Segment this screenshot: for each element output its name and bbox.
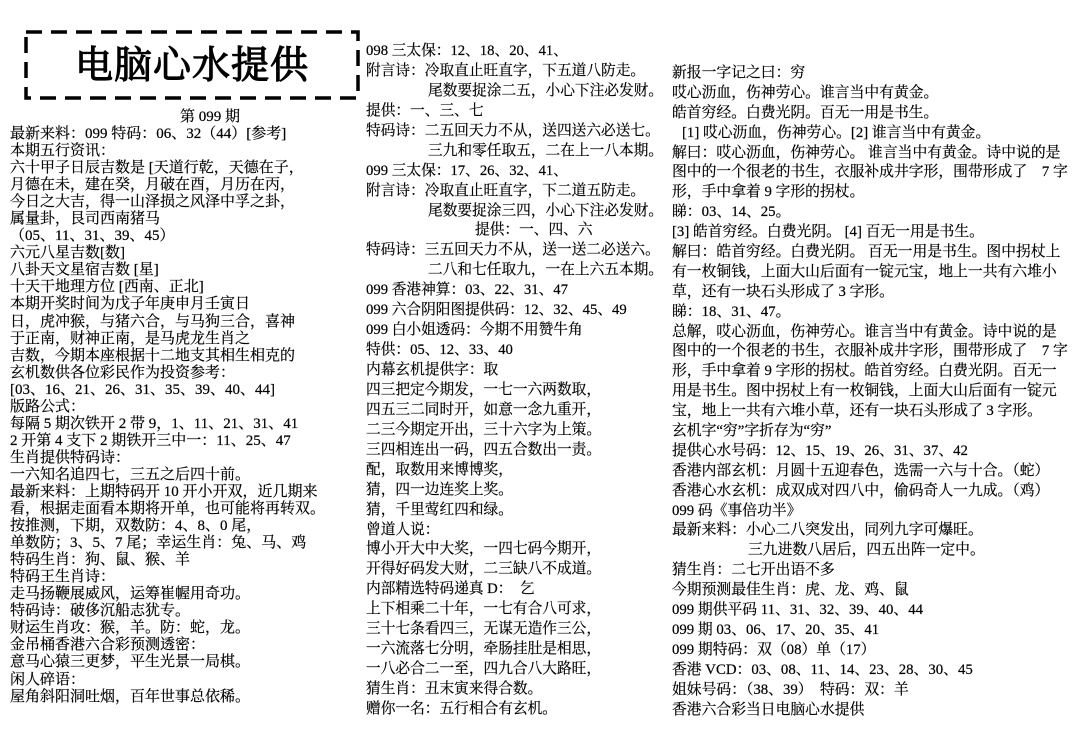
riddle-numbers: 睇：03、14、25。 xyxy=(672,204,791,221)
zodiac-poem-heading: 生肖提供特码诗： xyxy=(10,449,131,466)
yin-yang-chart-numbers: 099 六合阴阳图提供码：12、32、45、49 xyxy=(366,302,627,319)
idle-talk-heading: 闲人碎语： xyxy=(10,671,86,688)
golden-bucket-heading: 金吊桶香港六合彩预测透密： xyxy=(10,637,206,654)
internal-selection-line: 一六流落七分明，牵肠挂肚是相思， xyxy=(366,641,602,658)
three-guardians-099: 099 三太保：17、26、32、41、 xyxy=(366,162,568,179)
riddle-part-line: [1] 哎心沥血，伤神劳心。[2] 谁言当中有黄金。 xyxy=(682,124,991,141)
insider-hint-heading: 内幕玄机提供字：取 xyxy=(366,362,499,378)
insider-hint-line: 四五三二同时开，如意一念九重开， xyxy=(366,401,602,418)
draw-time-text: 于正南，财神正南，是马虎龙生肖之 xyxy=(10,330,251,347)
riddle-explanation: 形，手中拿着 9 字形的拐杖。 xyxy=(672,184,865,201)
guess-zodiac-line: 猜生肖：丑末寅来得合数。 xyxy=(366,681,543,697)
draw-time-text: 本期开奖时间为戊子年庚申月壬寅日 xyxy=(10,296,251,313)
draw-time-text: 日，虎冲猴，与猪六合，与马狗三合，喜神 xyxy=(10,313,296,330)
appended-poem-line: 尾数要捉涂三四，小心下注必发财。 xyxy=(428,202,664,219)
appended-poem-line: 尾数要捉涂二五，小心下注必发财。 xyxy=(428,82,664,99)
special-code-poem: 特码诗：二五回天力不从，送四送六必送七。 xyxy=(366,122,660,139)
hk-tip-hint: 香港心水玄机：成双成对四八中，偷码奇人一九成。（鸡） xyxy=(672,482,1050,499)
overall-explanation: 形，手中拿着 9 字形的拐杖。皓首穷经。白费光阴。百无一 xyxy=(672,363,1057,380)
three-guardians-098: 098 三太保：12、18、20、41、 xyxy=(366,43,568,59)
tip-numbers: 提供心水号码：12、15、19、26、31、37、42 xyxy=(672,442,968,459)
draw-time-text: 玄机数供各位彩民作为投资参考： xyxy=(10,364,236,381)
footer-credit: 香港六合彩当日电脑心水提供 xyxy=(672,701,865,718)
special-code-poem: 特码诗：破侈沉船志犹专。 xyxy=(10,603,191,620)
golden-bucket-poem: 意马心猿三更梦，平生光景一局棋。 xyxy=(10,654,251,671)
internal-selection-heading: 内部精选特码递真 D： 乞 xyxy=(366,581,535,598)
heavenly-stems-direction: 十天干地理方位 [西南、正北] xyxy=(10,279,204,296)
hk-vcd-numbers: 香港 VCD：03、08、11、14、23、28、30、45 xyxy=(672,661,973,678)
left-column xyxy=(10,126,360,706)
overall-explanation: 总解，哎心沥血，伤神劳心。谁言当中有黄金。诗中说的是 xyxy=(672,323,1057,340)
code-title-line: 099 码《事倍功半》 xyxy=(672,502,802,519)
gift-phrase-line: 赠你一名：五行相合有玄机。 xyxy=(366,700,557,717)
insider-hint-line: 配，取数用来博博奖， xyxy=(366,461,513,478)
overall-explanation: 宝，地上一共有六堆小草，还有一块石头形成了 3 字形。 xyxy=(672,403,1042,420)
special-code-poem: 三九和零任取五，二在上一八本期。 xyxy=(428,142,664,159)
five-elements-text: 属量卦，艮司西南猪马 xyxy=(10,211,161,228)
internal-selection-line: 一八必合二一至，四九合八大路旺， xyxy=(366,661,602,678)
riddle-numbers: 睇：18、31、47。 xyxy=(672,303,791,320)
provided-numbers: 提供：一、四、六 xyxy=(475,222,593,239)
insider-hint-line: 三四相连出一码，四五合数出一责。 xyxy=(366,441,602,458)
hk-inside-hint: 香港内部玄机：月圆十五迎春色，选需一六与十合。（蛇） xyxy=(672,462,1050,479)
internal-selection-line: 上下相乘二十年，一七有合八可求， xyxy=(366,601,602,618)
fortune-zodiac-line: 财运生肖攻：猴，羊。防：蛇，龙。 xyxy=(10,620,251,637)
hk-oracle-numbers: 099 香港神算：03、22、31、47 xyxy=(366,282,568,299)
five-elements-heading: 本期五行资讯： xyxy=(10,143,116,160)
overall-explanation: 用是书生。图中拐杖上有一枚铜钱，上面大山后面有一锭元 xyxy=(672,383,1057,400)
appended-poem-line: 附言诗：冷取直止旺直字，下五道八防走。 xyxy=(366,62,646,79)
special-code-poem: 二八和七任取九，一在上六五本期。 xyxy=(428,262,664,279)
internal-selection-line: 三十七条看四三，无谋无造作三公， xyxy=(366,621,602,638)
insider-hint-line: 猜，千里莺红四和绿。 xyxy=(366,501,513,518)
five-elements-numbers: （05、11、31、39、45） xyxy=(10,228,175,245)
page-title: 电脑心水提供 xyxy=(74,43,309,87)
master-zeng-line: 博小开大中大奖，一四七码今期开， xyxy=(366,541,602,558)
middle-column xyxy=(366,42,668,720)
overall-explanation: 图中的一个很老的书生，衣服补成井字形，围带形成了 7 字 xyxy=(672,343,1068,360)
pattern-formula-line: 2 开第 4 支下 2 期铁开三中一：11、25、47 xyxy=(10,432,291,449)
draw-time-text: 吉数，今期本座根据十二地支其相生相克的 xyxy=(10,347,296,364)
latest-info-text: 最新来料：上期特码开 10 开小开双，近几期来 xyxy=(10,483,318,500)
issue-number: 第 099 期 xyxy=(179,109,240,125)
appended-poem-line: 附言诗：冷取直止旺直字，下二道五防走。 xyxy=(366,182,646,199)
insider-hint-line: 猜，四一边连奖上奖。 xyxy=(366,481,513,498)
master-zeng-line: 开得好码发大财，二三缺八不成道。 xyxy=(366,561,602,578)
pattern-formula-heading: 版路公式： xyxy=(10,398,86,415)
latest-info-line: 最新来料：小心二八突发出，同列九字可爆旺。 xyxy=(672,522,983,539)
one-word-heading: 新报一字记之曰：穷 xyxy=(672,65,806,81)
five-elements-text: 今日之大吉，得一山泽损之风泽中孚之卦， xyxy=(10,194,296,211)
riddle-poem-line: 皓首穷经。白费光阴。百无一用是书生。 xyxy=(672,104,939,121)
riddle-explanation: 图中的一个很老的书生，衣服补成井字形，围带形成了 7 字 xyxy=(672,164,1068,181)
issue-numbers: 099 期 03、06、17、20、35、41 xyxy=(672,621,880,638)
special-king-poem-heading: 特码王生肖诗： xyxy=(10,569,116,586)
zodiac-poem-line: 一六知名追四七，三五之后四十前。 xyxy=(10,466,251,483)
idle-talk-poem: 屋角斜阳洞吐烟，百年世事总依稀。 xyxy=(10,688,251,705)
investment-numbers: [03、16、21、26、31、35、39、40、44] xyxy=(10,381,275,398)
issue-special-code: 099 期特码：双（08）单（17） xyxy=(672,641,876,658)
five-elements-text: 六十甲子日辰吉数是 [天道行乾，天德在子， xyxy=(10,160,304,177)
riddle-explanation: 解曰：哎心沥血，伤神劳心。 谁言当中有黄金。诗中说的是 xyxy=(672,144,1061,161)
riddle-explanation: 草，还有一块石头形成了 3 字形。 xyxy=(672,283,894,300)
pattern-formula-line: 每隔 5 期次铁开 2 带 9，1、11、21、31、41 xyxy=(10,415,299,432)
bagua-stars-line: 八卦天文星宿吉数 [星] xyxy=(10,262,159,279)
latest-info-line: 三九进数八居后，四五出阵一定中。 xyxy=(748,542,985,559)
riddle-explanation: 解曰：皓首穷经。白费光阴。 百无一用是书生。图中拐杖上 xyxy=(672,244,1061,261)
insider-hint-line: 二三今期定开出，三十六字为上策。 xyxy=(366,421,602,438)
mystery-word-line: 玄机字“穷”字折存为“穷” xyxy=(672,423,832,440)
five-elements-text: 月德在未，建在癸，月破在酉，月历在丙， xyxy=(10,177,296,194)
latest-special-code: 最新来料：099 特码：06、32（44）[参考] xyxy=(10,126,287,142)
best-zodiac-line: 今期预测最佳生肖：虎、龙、鸡、鼠 xyxy=(672,582,909,599)
special-supply-numbers: 特供：05、12、33、40 xyxy=(366,342,513,359)
master-zeng-heading: 曾道人说： xyxy=(366,521,440,538)
insider-hint-line: 四三把定今期发，一七一六两数取， xyxy=(366,381,602,398)
special-zodiac-line: 特码生肖：狗、鼠、猴、羊 xyxy=(10,552,191,569)
six-stars-line: 六元八星吉数[数] xyxy=(10,245,125,262)
special-code-poem: 特码诗：三五回天力不从，送一送二必送六。 xyxy=(366,242,660,259)
sister-numbers: 姐妹号码：（38、39） 特码：双：羊 xyxy=(672,681,909,698)
riddle-part-line: [3] 皓首穷经。白费光阴。 [4] 百无一用是书生。 xyxy=(672,224,984,241)
provided-numbers: 提供：一、三、七 xyxy=(366,102,484,119)
even-tail-prediction: 按推测，下期，双数防：4、8、0 尾， xyxy=(10,518,262,535)
latest-info-text: 看，根据走面看本期将开单，也可能将再转双。 xyxy=(10,501,326,518)
miss-white-hint: 099 白小姐透码：今期不用赞牛角 xyxy=(366,322,583,339)
odd-tail-prediction: 单数防；3、5、7 尾；幸运生肖：兔、马、鸡 xyxy=(10,535,307,552)
flat-code-numbers: 099 期供平码 11、31、32、39、40、44 xyxy=(672,602,923,619)
riddle-explanation: 有一枚铜钱，上面大山后面有一锭元宝，地上一共有六堆小 xyxy=(672,263,1057,280)
riddle-poem-line: 哎心沥血，伤神劳心。谁言当中有黄金。 xyxy=(672,84,939,101)
special-king-poem-line: 走马扬鞭展威风，运筹崔幄用奇功。 xyxy=(10,586,251,603)
guess-zodiac-line: 猜生肖：二七开出语不多 xyxy=(672,562,835,579)
right-column xyxy=(672,64,1076,720)
